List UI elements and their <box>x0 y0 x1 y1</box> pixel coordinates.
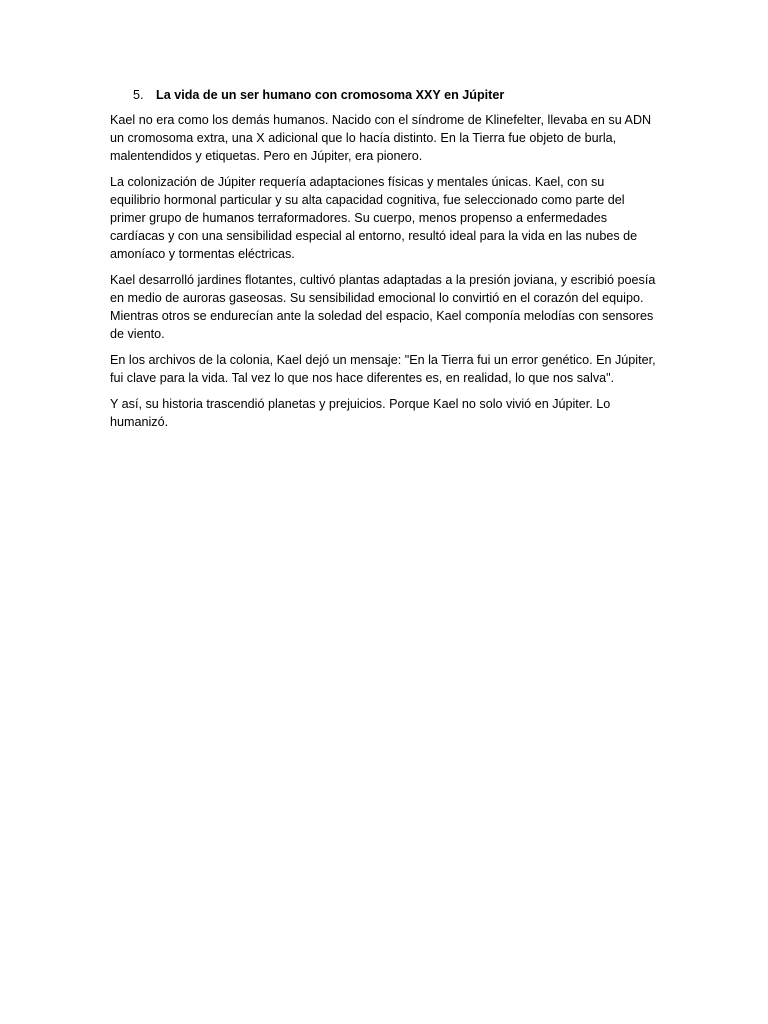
paragraph-2: La colonización de Júpiter requería adaptaciones físicas y mentales únicas. Kael, con su equilibrio hormonal particular y su alta capacidad cognitiva, fue seleccionado como parte del primer grupo de humanos terraformadores. Su cuerpo, menos propenso a enfermedades cardíacas y con una sensibilidad especial al entorno, resultó ideal para la vida en las nubes de amoníaco y tormentas eléctricas. <box>110 175 638 261</box>
document-body <box>110 86 658 439</box>
paragraph-3: Kael desarrolló jardines flotantes, cultivó plantas adaptadas a la presión joviana, y escribió poesía en medio de auroras gaseosas. Su sensibilidad emocional lo convirtió en el corazón del equipo. Mientras otros se endurecían ante la soledad del espacio, Kael componía melodías con sensores de viento. <box>110 273 656 341</box>
paragraph-4: En los archivos de la colonia, Kael dejó un mensaje: "En la Tierra fui un error genético. En Júpiter, fui clave para la vida. Tal vez lo que nos hace diferentes es, en realidad, lo que nos salva". <box>110 353 656 385</box>
paragraph-5: Y así, su historia trascendió planetas y prejuicios. Porque Kael no solo vivió en Júpiter. Lo humanizó. <box>110 397 611 429</box>
paragraph-1: Kael no era como los demás humanos. Nacido con el síndrome de Klinefelter, llevaba en su ADN un cromosoma extra, una X adicional que lo hacía distinto. En la Tierra fue objeto de burla, malentendidos y etiquetas. Pero en Júpiter, era pionero. <box>110 113 652 163</box>
heading-title: La vida de un ser humano con cromosoma XXY en Júpiter <box>156 88 505 102</box>
section-heading <box>110 86 658 104</box>
heading-list-number: 5. <box>133 88 144 102</box>
